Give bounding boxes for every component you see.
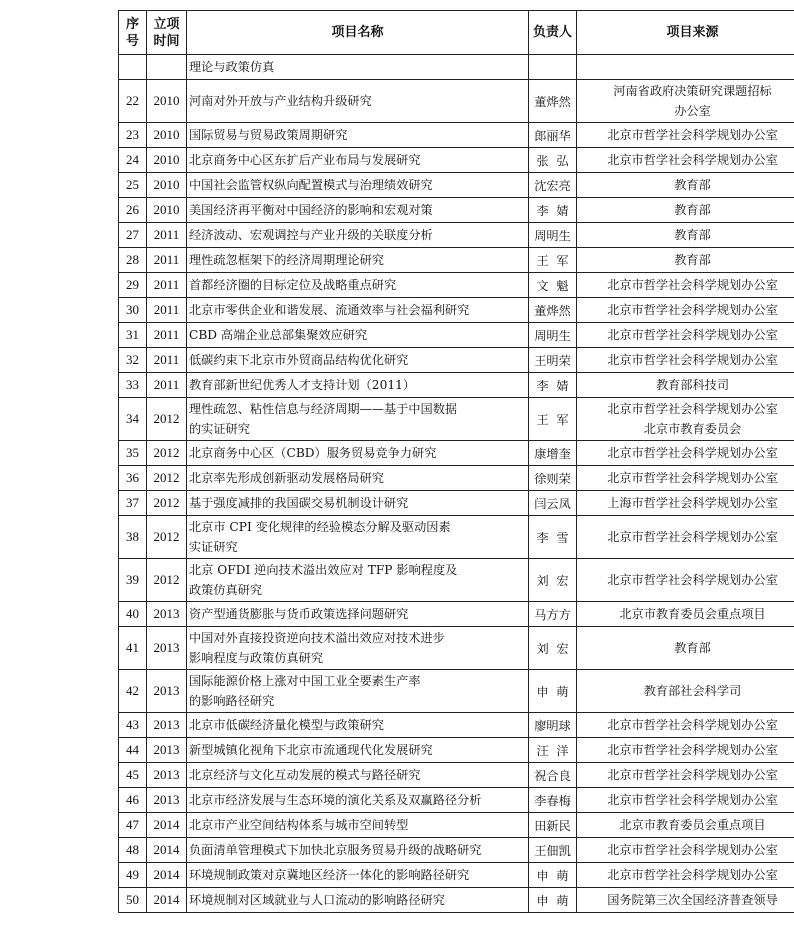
header-name: 项目名称 [187,11,529,55]
row-year: 2013 [147,670,187,713]
row-project-name: 北京经济与文化互动发展的模式与路径研究 [187,763,529,788]
row-project-name: 北京市经济发展与生态环境的演化关系及双赢路径分析 [187,788,529,813]
row-source: 北京市哲学社会科学规划办公室 [577,559,794,602]
row-number: 25 [119,173,147,198]
row-project-name: 环境规制对区域就业与人口流动的影响路径研究 [187,888,529,913]
row-source: 北京市哲学社会科学规划办公室 [577,123,794,148]
table-row [119,55,794,80]
row-project-name: 经济波动、宏观调控与产业升级的关联度分析 [187,223,529,248]
row-number: 22 [119,80,147,123]
table-row [119,198,794,223]
project-table [118,10,794,913]
row-source: 教育部 [577,173,794,198]
row-source: 北京市哲学社会科学规划办公室 [577,348,794,373]
row-project-name: 美国经济再平衡对中国经济的影响和宏观对策 [187,198,529,223]
row-year: 2011 [147,248,187,273]
row-principal: 李 婧 [529,198,577,223]
table-row [119,373,794,398]
table-row [119,602,794,627]
table-row [119,348,794,373]
row-source: 北京市哲学社会科学规划办公室 [577,323,794,348]
row-principal [529,55,577,80]
table-row [119,863,794,888]
row-number: 28 [119,248,147,273]
table-row [119,713,794,738]
row-year: 2013 [147,713,187,738]
table-row [119,80,794,123]
row-source: 北京市教育委员会重点项目 [577,602,794,627]
row-source: 北京市哲学社会科学规划办公室 [577,148,794,173]
table-row [119,888,794,913]
row-source: 北京市哲学社会科学规划办公室 [577,838,794,863]
row-project-name: 北京市低碳经济量化模型与政策研究 [187,713,529,738]
row-principal: 张 弘 [529,148,577,173]
row-principal: 王 军 [529,248,577,273]
row-source: 北京市哲学社会科学规划办公室 [577,738,794,763]
row-year: 2012 [147,491,187,516]
row-principal: 董烨然 [529,80,577,123]
row-year: 2010 [147,198,187,223]
row-principal: 董烨然 [529,298,577,323]
row-source: 北京市哲学社会科学规划办公室 [577,516,794,559]
row-principal: 刘 宏 [529,559,577,602]
row-number: 31 [119,323,147,348]
row-source: 国务院第三次全国经济普查领导 [577,888,794,913]
row-principal: 康增奎 [529,441,577,466]
row-project-name: 理性疏忽、粘性信息与经济周期——基于中国数据 的实证研究 [187,398,529,441]
row-principal: 李春梅 [529,788,577,813]
row-principal: 刘 宏 [529,627,577,670]
row-number: 32 [119,348,147,373]
row-project-name: 北京市 CPI 变化规律的经验模态分解及驱动因素 实证研究 [187,516,529,559]
row-principal: 徐则荣 [529,466,577,491]
row-source: 北京市哲学社会科学规划办公室 [577,863,794,888]
table-row [119,670,794,713]
row-principal: 申 萌 [529,863,577,888]
header-pi: 负责人 [529,11,577,55]
row-source: 北京市哲学社会科学规划办公室 北京市教育委员会 [577,398,794,441]
row-number: 26 [119,198,147,223]
table-row [119,788,794,813]
table-row [119,838,794,863]
row-year: 2011 [147,373,187,398]
row-source: 教育部 [577,198,794,223]
row-number: 49 [119,863,147,888]
row-principal: 王佃凯 [529,838,577,863]
row-project-name: 新型城镇化视角下北京市流通现代化发展研究 [187,738,529,763]
row-year: 2011 [147,223,187,248]
row-number: 23 [119,123,147,148]
row-year: 2014 [147,813,187,838]
row-year: 2010 [147,80,187,123]
row-number: 39 [119,559,147,602]
row-source: 上海市哲学社会科学规划办公室 [577,491,794,516]
table-row [119,763,794,788]
row-principal: 申 萌 [529,888,577,913]
table-row [119,627,794,670]
row-source: 北京市哲学社会科学规划办公室 [577,763,794,788]
row-year: 2014 [147,838,187,863]
row-source [577,55,794,80]
row-number: 42 [119,670,147,713]
row-principal: 马方方 [529,602,577,627]
row-number: 48 [119,838,147,863]
table-row [119,441,794,466]
row-source: 北京市教育委员会重点项目 [577,813,794,838]
row-number: 29 [119,273,147,298]
row-year: 2013 [147,763,187,788]
row-year: 2014 [147,888,187,913]
row-project-name: 国际贸易与贸易政策周期研究 [187,123,529,148]
row-number: 33 [119,373,147,398]
table-row [119,273,794,298]
table-row [119,491,794,516]
row-source: 北京市哲学社会科学规划办公室 [577,441,794,466]
row-year: 2010 [147,123,187,148]
row-number [119,55,147,80]
row-project-name: 负面清单管理模式下加快北京服务贸易升级的战略研究 [187,838,529,863]
header-no: 序 号 [119,11,147,55]
row-year: 2010 [147,148,187,173]
row-source: 教育部 [577,223,794,248]
row-project-name: 国际能源价格上涨对中国工业全要素生产率 的影响路径研究 [187,670,529,713]
row-project-name: 理论与政策仿真 [187,55,529,80]
row-principal: 闫云凤 [529,491,577,516]
row-number: 47 [119,813,147,838]
row-number: 44 [119,738,147,763]
row-principal: 王明荣 [529,348,577,373]
table-row [119,559,794,602]
row-project-name: 北京市零供企业和谐发展、流通效率与社会福利研究 [187,298,529,323]
table-header [119,11,794,55]
row-project-name: 环境规制政策对京冀地区经济一体化的影响路径研究 [187,863,529,888]
row-year: 2011 [147,348,187,373]
row-principal: 田新民 [529,813,577,838]
row-number: 27 [119,223,147,248]
row-project-name: 首都经济圈的目标定位及战略重点研究 [187,273,529,298]
row-year: 2013 [147,602,187,627]
row-project-name: 北京率先形成创新驱动发展格局研究 [187,466,529,491]
row-year: 2010 [147,173,187,198]
header-year: 立项 时间 [147,11,187,55]
row-principal: 周明生 [529,323,577,348]
row-project-name: CBD 高端企业总部集聚效应研究 [187,323,529,348]
row-project-name: 北京 OFDI 逆向技术溢出效应对 TFP 影响程度及 政策仿真研究 [187,559,529,602]
row-number: 38 [119,516,147,559]
row-number: 35 [119,441,147,466]
row-project-name: 中国对外直接投资逆向技术溢出效应对技术进步 影响程度与政策仿真研究 [187,627,529,670]
row-year: 2012 [147,516,187,559]
row-project-name: 河南对外开放与产业结构升级研究 [187,80,529,123]
row-project-name: 理性疏忽框架下的经济周期理论研究 [187,248,529,273]
row-source: 教育部 [577,627,794,670]
row-year: 2012 [147,398,187,441]
table-row [119,398,794,441]
row-project-name: 北京市产业空间结构体系与城市空间转型 [187,813,529,838]
table-row [119,298,794,323]
row-number: 37 [119,491,147,516]
row-number: 36 [119,466,147,491]
row-project-name: 低碳约束下北京市外贸商品结构优化研究 [187,348,529,373]
row-project-name: 基于强度减排的我国碳交易机制设计研究 [187,491,529,516]
row-source: 教育部社会科学司 [577,670,794,713]
row-principal: 廖明球 [529,713,577,738]
row-project-name: 北京商务中心区（CBD）服务贸易竞争力研究 [187,441,529,466]
table-row [119,173,794,198]
table-body [119,55,794,913]
row-project-name: 资产型通货膨胀与货币政策选择问题研究 [187,602,529,627]
row-number: 46 [119,788,147,813]
row-number: 45 [119,763,147,788]
row-year: 2013 [147,627,187,670]
table-row [119,738,794,763]
row-principal: 文 魁 [529,273,577,298]
table-row [119,148,794,173]
row-source: 教育部科技司 [577,373,794,398]
row-number: 50 [119,888,147,913]
row-principal: 郎丽华 [529,123,577,148]
row-project-name: 教育部新世纪优秀人才支持计划（2011） [187,373,529,398]
row-principal: 汪 洋 [529,738,577,763]
table-row [119,123,794,148]
row-principal: 王 军 [529,398,577,441]
row-source: 北京市哲学社会科学规划办公室 [577,466,794,491]
row-principal: 沈宏亮 [529,173,577,198]
row-principal: 申 萌 [529,670,577,713]
table-row [119,466,794,491]
row-number: 30 [119,298,147,323]
table-row [119,516,794,559]
row-source: 北京市哲学社会科学规划办公室 [577,273,794,298]
row-source: 北京市哲学社会科学规划办公室 [577,788,794,813]
header-source: 项目来源 [577,11,794,55]
table-row [119,223,794,248]
row-project-name: 北京商务中心区东扩后产业布局与发展研究 [187,148,529,173]
row-year: 2011 [147,273,187,298]
row-year: 2013 [147,738,187,763]
row-project-name: 中国社会监管权纵向配置模式与治理绩效研究 [187,173,529,198]
row-year: 2012 [147,441,187,466]
row-year: 2011 [147,298,187,323]
table-row [119,248,794,273]
row-year: 2011 [147,323,187,348]
row-source: 北京市哲学社会科学规划办公室 [577,298,794,323]
row-principal: 李 雪 [529,516,577,559]
row-number: 40 [119,602,147,627]
row-principal: 祝合良 [529,763,577,788]
row-year [147,55,187,80]
row-number: 41 [119,627,147,670]
row-source: 教育部 [577,248,794,273]
row-year: 2012 [147,559,187,602]
row-number: 34 [119,398,147,441]
row-year: 2013 [147,788,187,813]
row-number: 24 [119,148,147,173]
table-row [119,813,794,838]
row-source: 北京市哲学社会科学规划办公室 [577,713,794,738]
table-row [119,323,794,348]
row-principal: 李 婧 [529,373,577,398]
row-year: 2014 [147,863,187,888]
row-principal: 周明生 [529,223,577,248]
row-number: 43 [119,713,147,738]
row-year: 2012 [147,466,187,491]
row-source: 河南省政府决策研究课题招标 办公室 [577,80,794,123]
